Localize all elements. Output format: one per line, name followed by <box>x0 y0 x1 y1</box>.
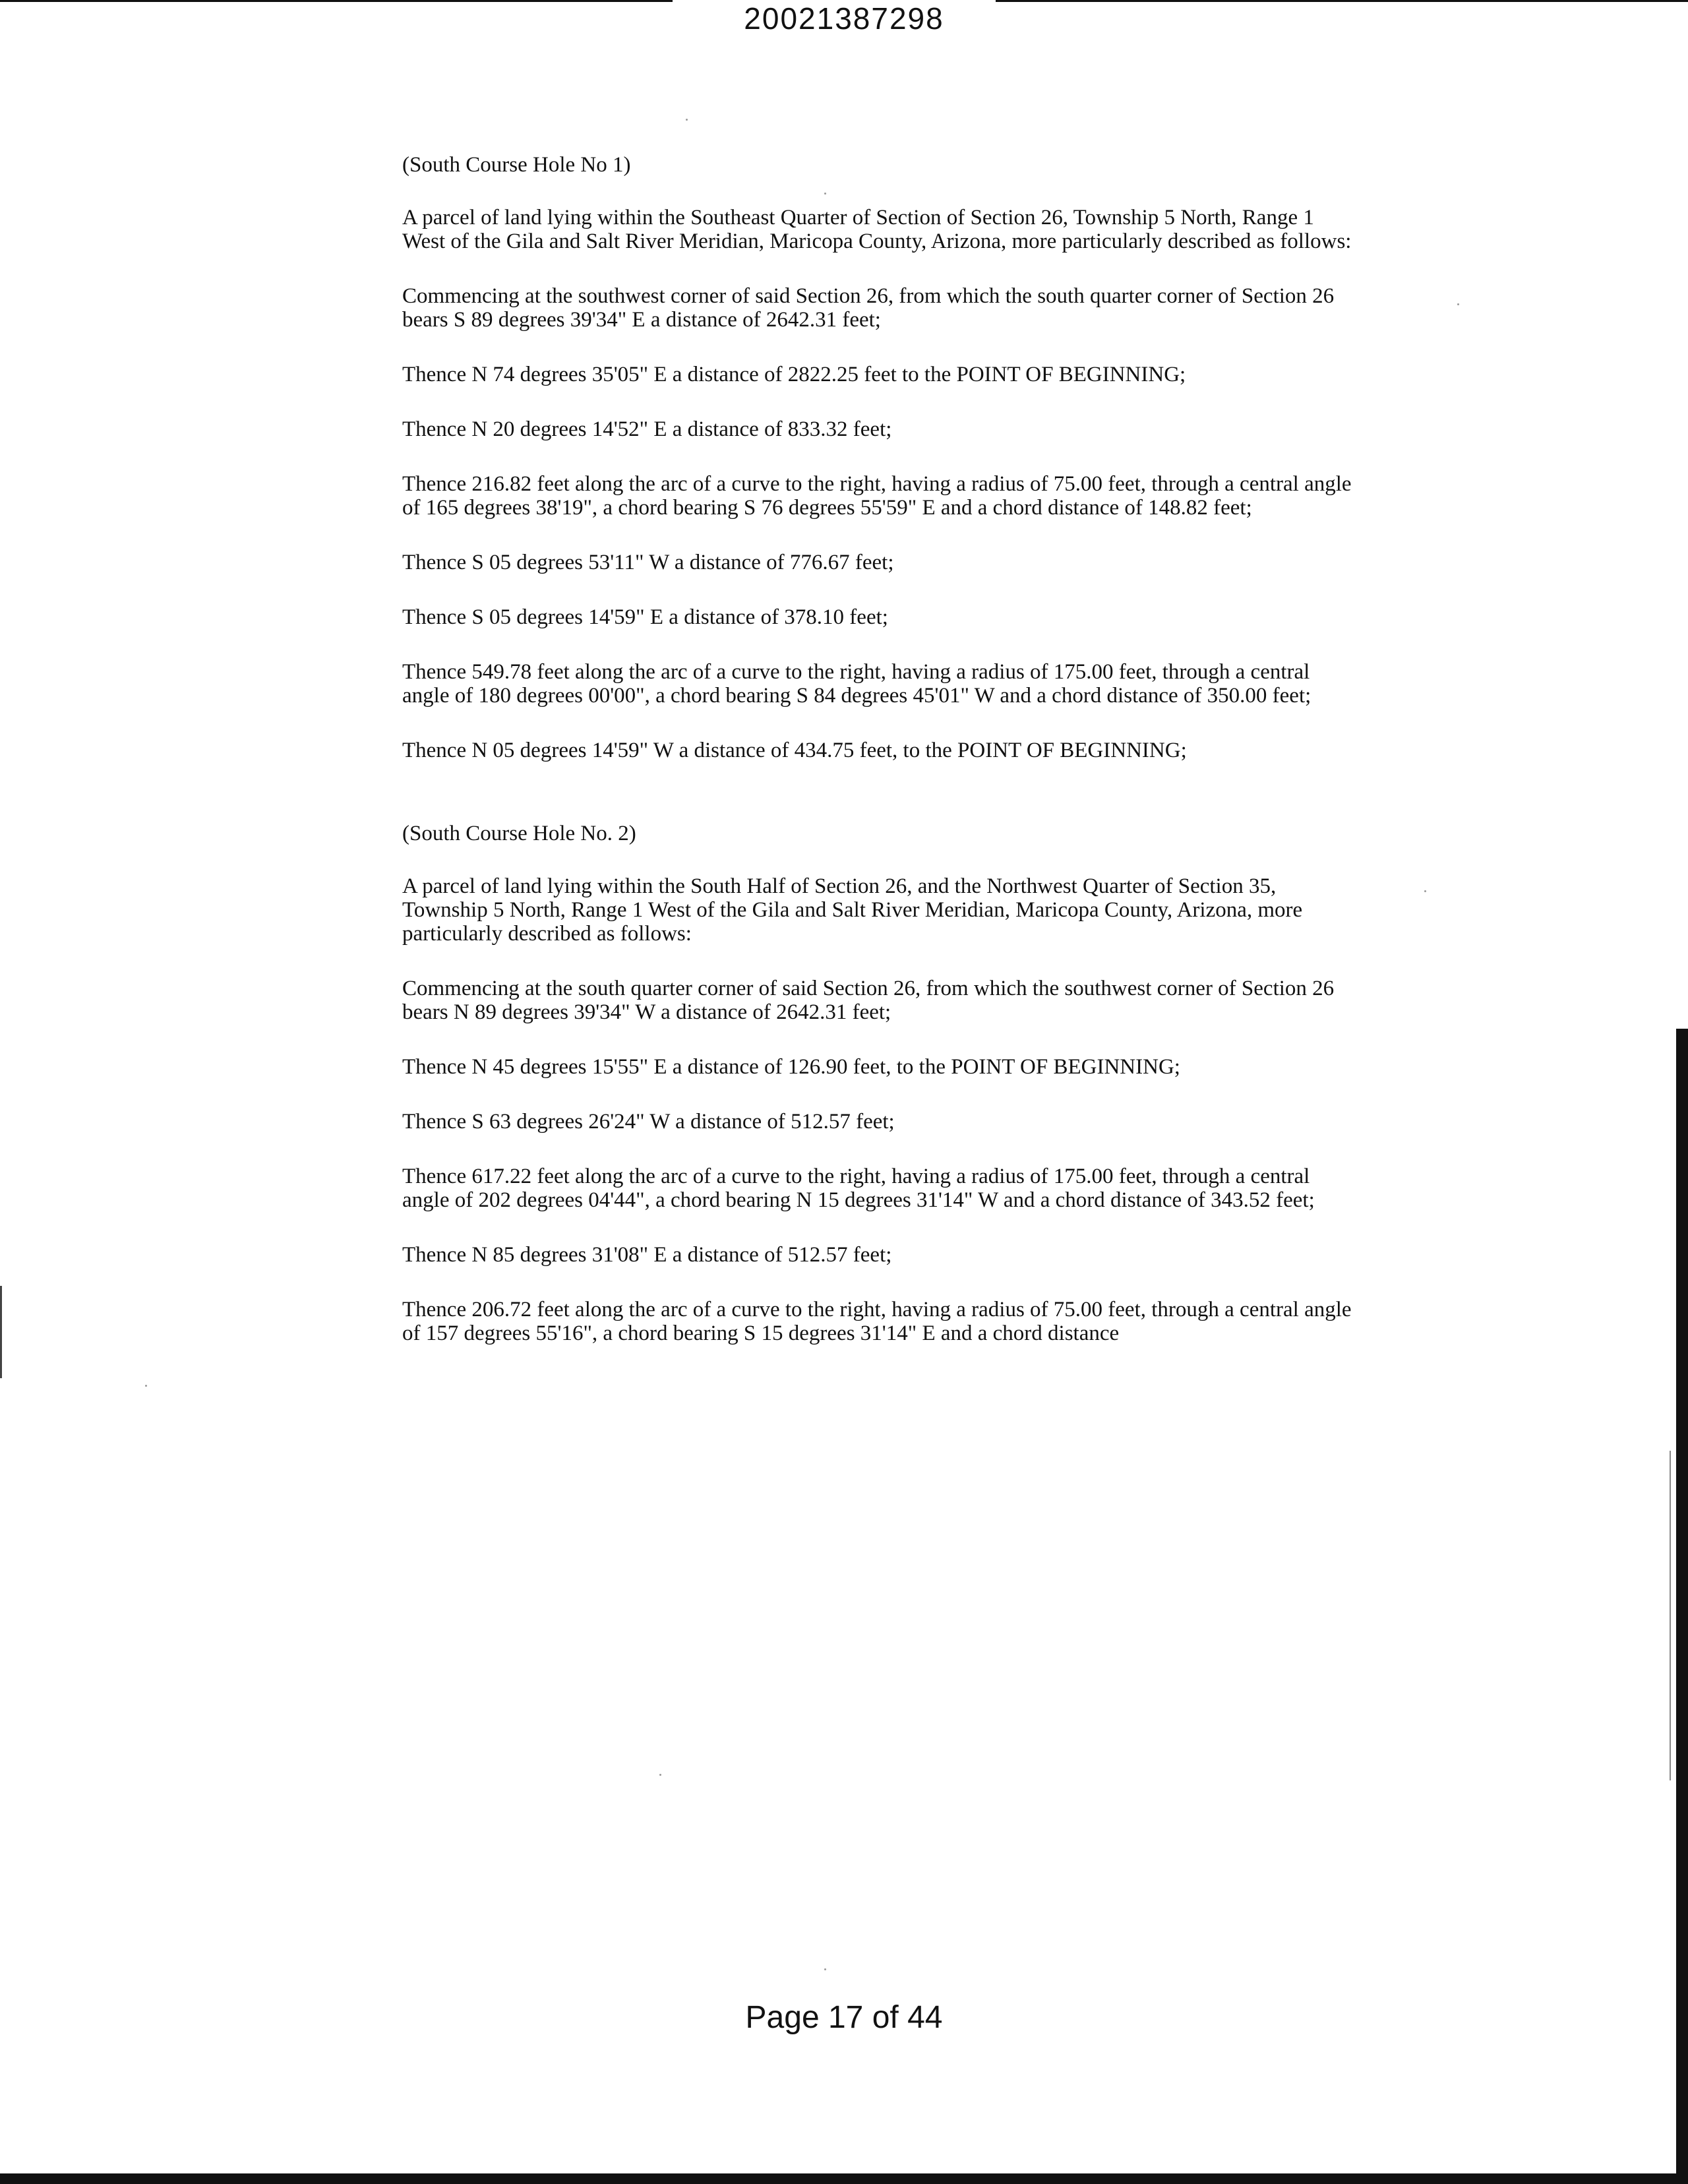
paragraph: Thence N 45 degrees 15'55" E a distance of 126.90 feet, to the POINT OF BEGINNING; <box>402 1055 1180 1079</box>
scan-speck <box>686 119 688 121</box>
paragraph: Thence S 63 degrees 26'24" W a distance of 512.57 feet; <box>402 1110 895 1134</box>
legal-description <box>382 153 1358 1376</box>
paragraph: Thence 549.78 feet along the arc of a curve to the right, having a radius of 175.00 feet, through a central angle of 180 degrees 00'00", a chord bearing S 84 degrees 45'01" W and a chord distance of 350.00 feet; <box>402 660 1311 708</box>
paragraph: Thence 617.22 feet along the arc of a curve to the right, having a radius of 175.00 feet, through a central angle of 202 degrees 04'44", a chord bearing N 15 degrees 31'14" W and a chord distance of 343.52 feet; <box>402 1165 1315 1212</box>
scan-speck <box>145 1385 147 1387</box>
section-heading: (South Course Hole No. 2) <box>402 822 636 845</box>
paragraph: Commencing at the southwest corner of said Section 26, from which the south quarter corner of Section 26 bears S 89 degrees 39'34" E a distance of 2642.31 feet; <box>402 284 1335 332</box>
paragraph: A parcel of land lying within the South Half of Section 26, and the Northwest Quarter of Section 35, Township 5 North, Range 1 West of the Gila and Salt River Meridian, Maricopa County, Arizona, more particularly described as follows: <box>402 874 1303 946</box>
paragraph: Thence N 74 degrees 35'05" E a distance of 2822.25 feet to the POINT OF BEGINNING; <box>402 363 1186 386</box>
paragraph: Thence 216.82 feet along the arc of a curve to the right, having a radius of 75.00 feet, through a central angle of 165 degrees 38'19", a chord bearing S 76 degrees 55'59" E and a chord distance of 148.82 feet; <box>402 472 1352 520</box>
scan-speck <box>824 1968 826 1970</box>
section-south-course-hole-2 <box>382 822 1358 1345</box>
paragraph: Thence S 05 degrees 53'11" W a distance of 776.67 feet; <box>402 551 894 574</box>
paragraph: Thence N 85 degrees 31'08" E a distance of 512.57 feet; <box>402 1243 892 1267</box>
paragraph: A parcel of land lying within the Southeast Quarter of Section of Section 26, Township 5 North, Range 1 West of the Gila and Salt River Meridian, Maricopa County, Arizona, more particularly described as follows: <box>402 206 1352 253</box>
scan-speck <box>1457 303 1459 305</box>
section-heading: (South Course Hole No 1) <box>402 153 631 177</box>
paragraph: Commencing at the south quarter corner of said Section 26, from which the southwest corner of Section 26 bears N 89 degrees 39'34" W a distance of 2642.31 feet; <box>402 977 1335 1024</box>
paragraph: Thence 206.72 feet along the arc of a curve to the right, having a radius of 75.00 feet, through a central angle of 157 degrees 55'16", a chord bearing S 15 degrees 31'14" E and a chord distance <box>402 1298 1352 1345</box>
scan-speck <box>1424 890 1426 892</box>
right-edge-faint-line <box>1670 1451 1671 1780</box>
paragraph: Thence N 20 degrees 14'52" E a distance of 833.32 feet; <box>402 417 892 441</box>
scan-speck <box>659 1774 661 1776</box>
bottom-page-edge <box>0 2173 1688 2184</box>
page-number: Page 17 of 44 <box>745 2000 943 2035</box>
paragraph: Thence S 05 degrees 14'59" E a distance of 378.10 feet; <box>402 605 888 629</box>
paragraph: Thence N 05 degrees 14'59" W a distance of 434.75 feet, to the POINT OF BEGINNING; <box>402 739 1187 762</box>
document-number: 20021387298 <box>744 1 944 36</box>
left-edge-mark <box>0 1286 2 1378</box>
section-south-course-hole-1 <box>382 153 1358 762</box>
